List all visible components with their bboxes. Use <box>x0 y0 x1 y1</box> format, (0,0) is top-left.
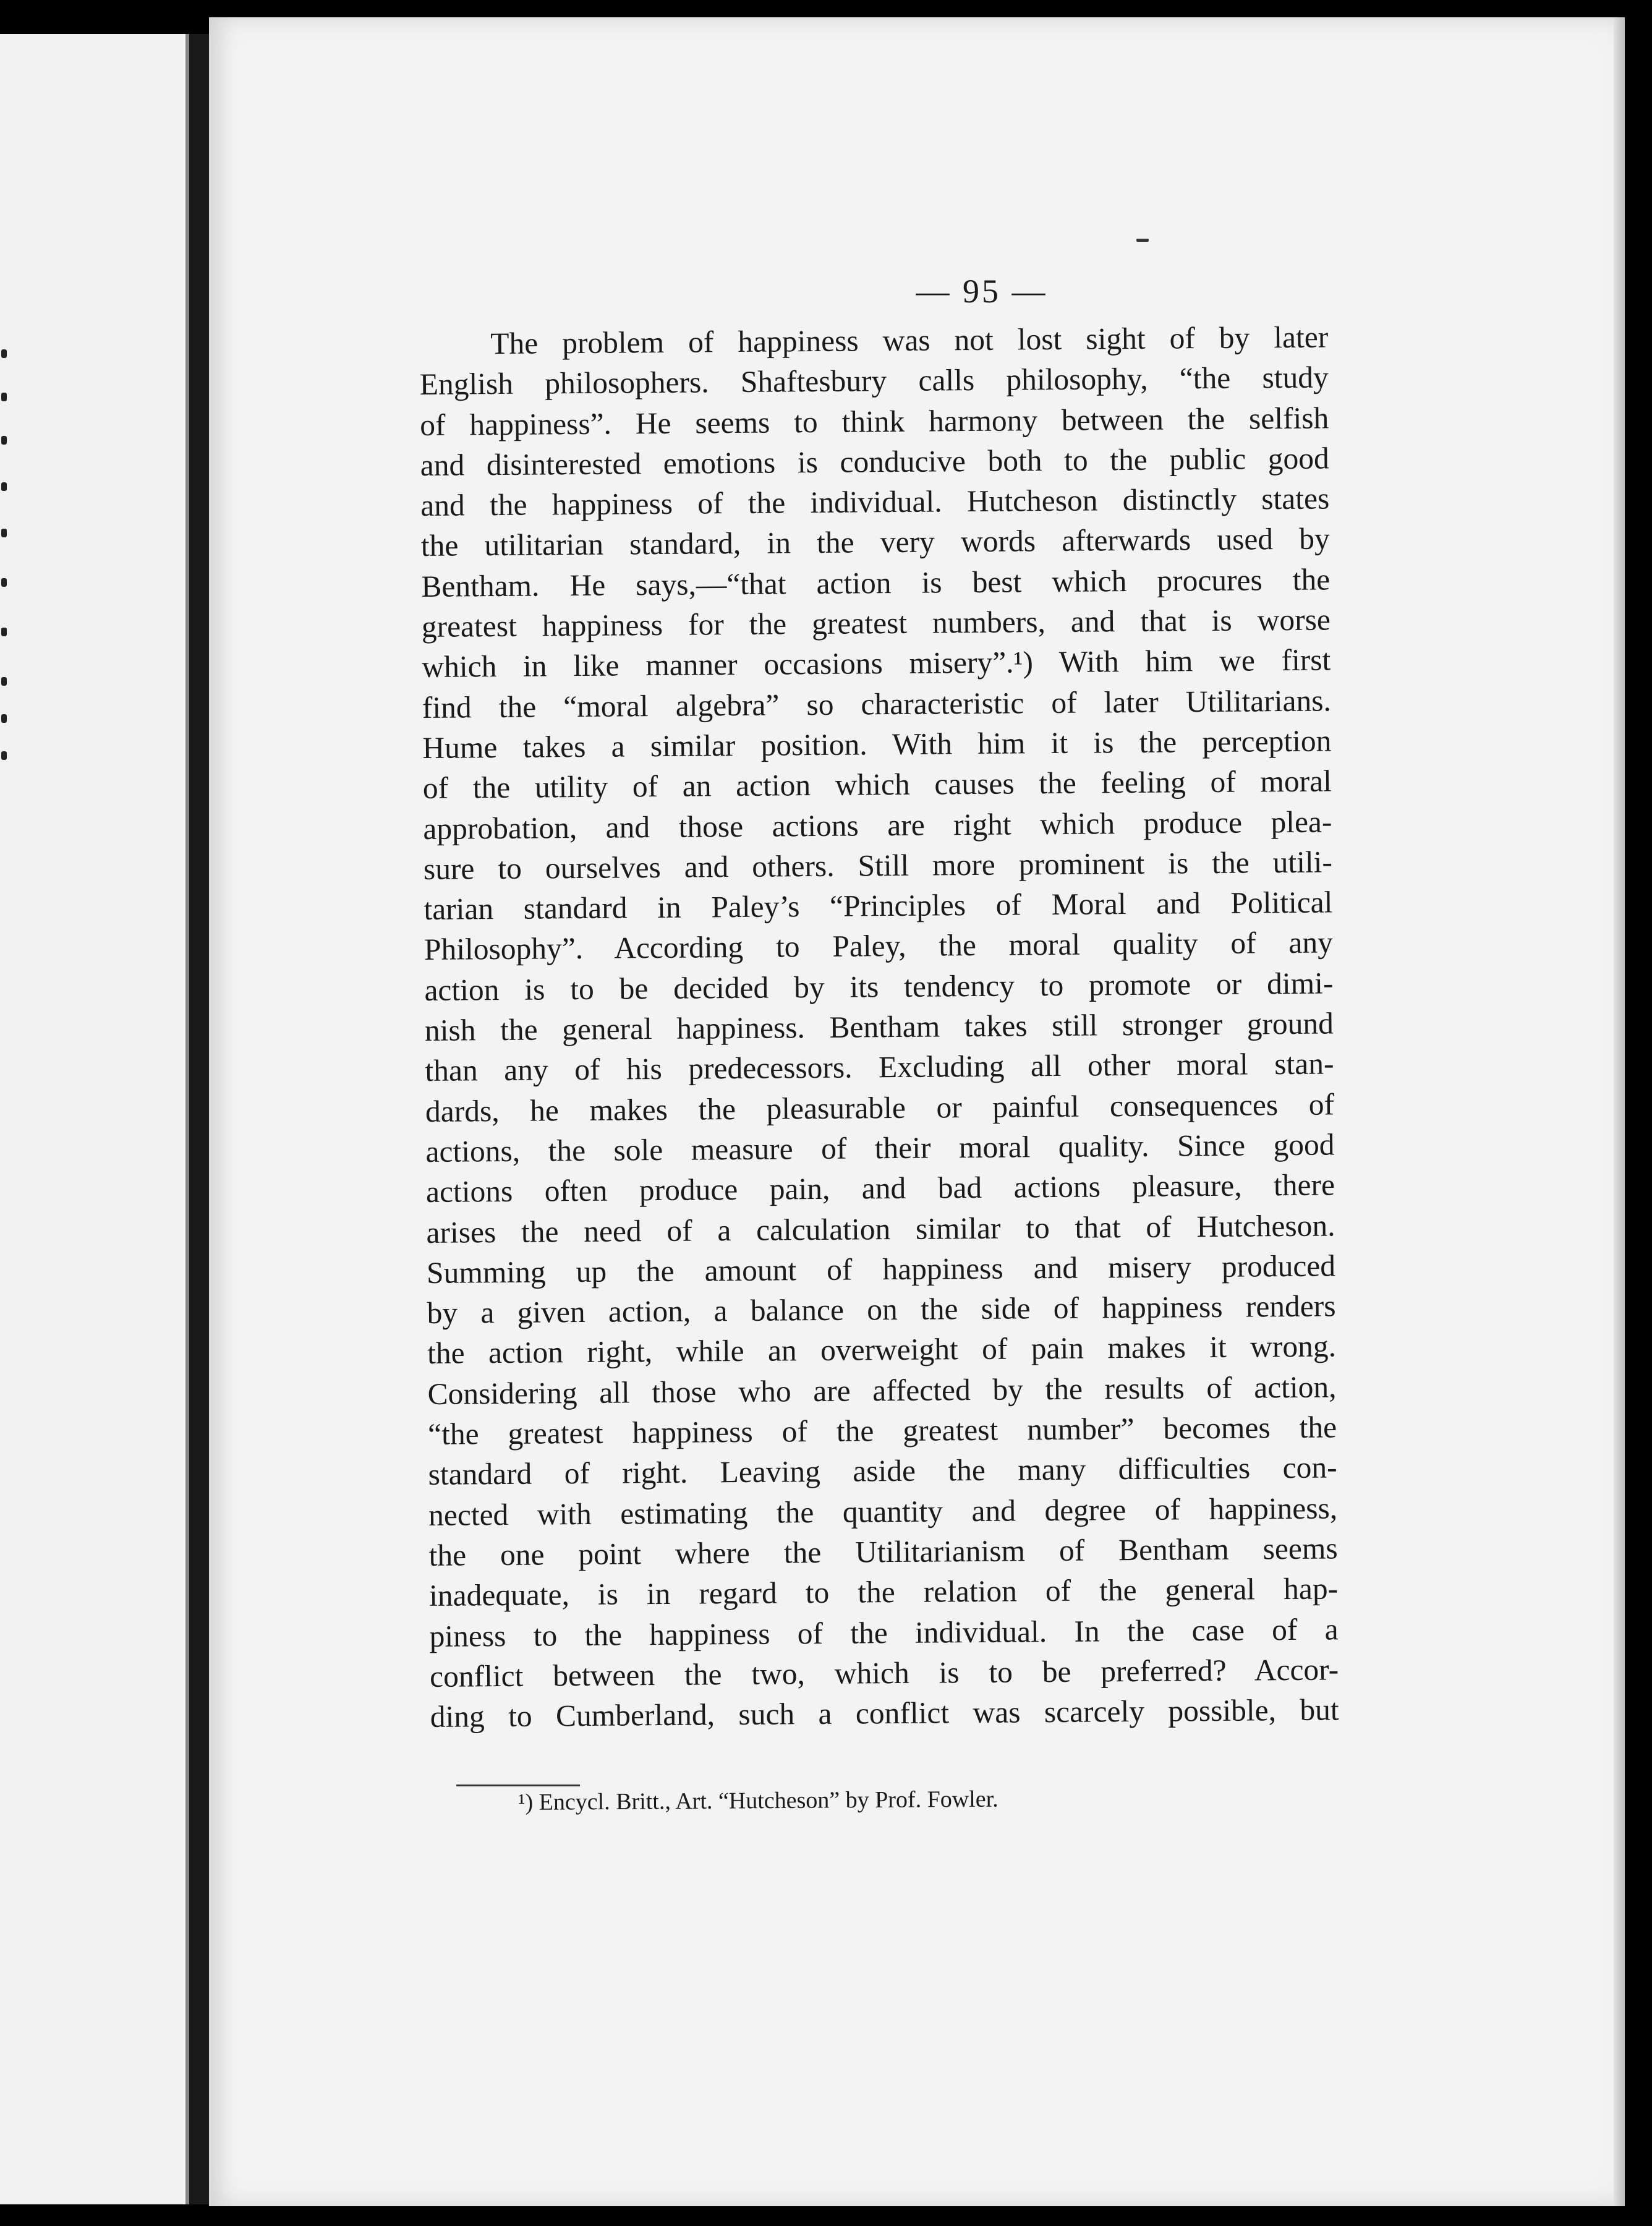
ink-mark <box>1 628 7 636</box>
page-edge <box>1614 17 1625 2206</box>
text-line: conflict between the two, which is to be preferred? Accor- <box>429 1652 1339 1694</box>
text-line: by a given action, a balance on the side of happiness renders <box>427 1289 1336 1331</box>
text-line: actions, the sole measure of their moral quality. Since good <box>425 1127 1335 1169</box>
previous-page-edge <box>0 34 189 2204</box>
text-line: Hume takes a similar position. With him it is the perception <box>422 723 1332 765</box>
text-line: nected with estimating the quantity and degree of happiness, <box>428 1491 1338 1532</box>
text-line: greatest happiness for the greatest numbers, and that is worse <box>421 602 1331 644</box>
ink-mark <box>1 677 7 686</box>
text-line: standard of right. Leaving aside the many difficulties con- <box>428 1450 1337 1492</box>
text-line: Considering all those who are affected by the results of action, <box>427 1370 1337 1411</box>
text-line: “the greatest happiness of the greatest number” becomes the <box>427 1410 1337 1451</box>
body-paragraph <box>419 317 1339 1737</box>
text-line: of the utility of an action which causes the feeling of moral <box>422 764 1332 806</box>
text-line: sure to ourselves and others. Still more prominent is the utili- <box>423 845 1333 886</box>
text-line: arises the need of a calculation similar to that of Hutcheson. <box>426 1208 1335 1250</box>
text-line: nish the general happiness. Bentham takes still stronger ground <box>424 1006 1334 1048</box>
text-line: tarian standard in Paley’s “Principles of Moral and Political <box>424 885 1333 927</box>
text-line: of happiness”. He seems to think harmony between the selfish <box>420 401 1329 442</box>
ink-mark <box>1 714 7 723</box>
text-line: Bentham. He says,—“that action is best which procures the <box>421 562 1331 603</box>
ink-mark <box>1 578 7 587</box>
text-line: approbation, and those actions are right which produce plea- <box>423 804 1332 846</box>
text-line: the one point where the Utilitarianism of Bentham seems <box>428 1531 1338 1572</box>
text-line: the utilitarian standard, in the very words afterwards used by <box>420 521 1330 563</box>
ink-mark <box>1 349 7 358</box>
ink-speck <box>1136 239 1149 242</box>
page-number: — 95 — <box>916 273 1048 310</box>
text-line: inadequate, is in regard to the relation of the general hap- <box>428 1571 1339 1613</box>
text-line: the action right, while an overweight of pain makes it wrong. <box>427 1329 1337 1371</box>
text-line: The problem of happiness was not lost sight of by later <box>490 320 1329 361</box>
text-line: Philosophy”. According to Paley, the moral quality of any <box>424 925 1334 967</box>
text-line: piness to the happiness of the individual. In the case of a <box>429 1611 1339 1653</box>
text-line: actions often produce pain, and bad actions pleasure, there <box>425 1167 1335 1209</box>
text-line: which in like manner occasions misery”.¹) With him we first <box>422 642 1331 684</box>
text-line: and the happiness of the individual. Hutcheson distinctly states <box>420 481 1330 523</box>
ink-mark <box>1 393 7 401</box>
text-line: and disinterested emotions is conducive both to the public good <box>420 441 1329 482</box>
ink-mark <box>1 482 7 491</box>
text-line: dards, he makes the pleasurable or painful consequences of <box>425 1087 1335 1128</box>
text-line: Summing up the amount of happiness and misery produced <box>426 1248 1336 1290</box>
text-line: action is to be decided by its tendency to promote or dimi- <box>424 966 1334 1007</box>
text-line: ding to Cumberland, such a conflict was scarcely possible, but <box>430 1692 1339 1734</box>
document-page <box>209 17 1625 2206</box>
text-line: English philosophers. Shaftesbury calls philosophy, “the study <box>419 360 1329 402</box>
ink-mark <box>1 436 7 445</box>
text-line: find the “moral algebra” so characteristic of later Utilitarians. <box>422 683 1332 725</box>
text-line: than any of his predecessors. Excluding all other moral stan- <box>425 1046 1334 1088</box>
book-gutter <box>189 34 211 2204</box>
footnote-divider <box>456 1785 580 1786</box>
ink-mark <box>1 529 7 537</box>
footnote: ¹) Encycl. Britt., Art. “Hutcheson” by Prof. Fowler. <box>518 1786 998 1815</box>
ink-mark <box>1 751 7 760</box>
